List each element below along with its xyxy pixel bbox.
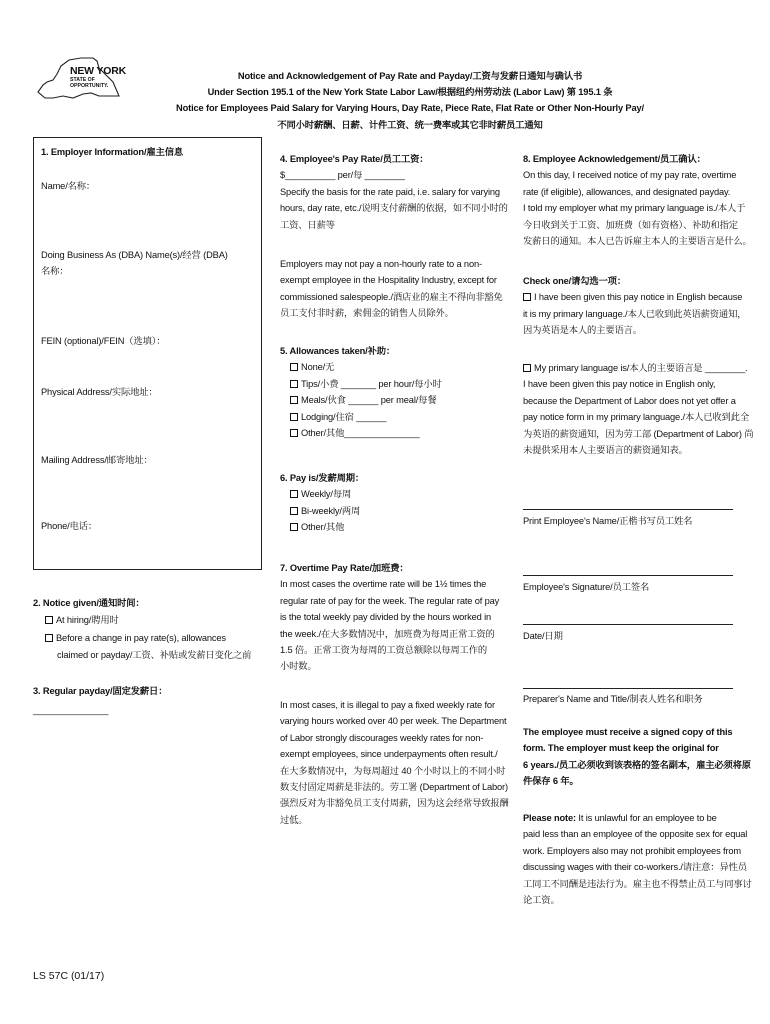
employer-information-box	[33, 137, 262, 570]
hospitality-note	[280, 256, 503, 322]
equal-pay-note	[523, 810, 752, 908]
notice-at-hiring-label: At hiring/聘用时	[56, 615, 119, 625]
checkbox-at-hiring[interactable]	[45, 616, 53, 624]
overtime-para1-6: 小时数。	[280, 661, 317, 672]
header-notice-english: Notice for Employees Paid Salary for Varying Hours, Day Rate, Piece Rate, Flat Rate or Other Non-Hourly Pay/	[176, 103, 644, 114]
checkbox-allowance-other[interactable]	[290, 429, 298, 437]
phone-label[interactable]: Phone/电话：	[41, 521, 98, 531]
other-language-label-6: 未提供采用本人主要语言的薪资通知表。	[523, 445, 688, 456]
checkbox-before-change[interactable]	[45, 634, 53, 642]
acknowledgement-section	[523, 151, 752, 249]
other-language-label-4: pay notice form in my primary language./本人已收到此全	[523, 412, 749, 423]
regular-payday-title: 3. Regular payday/固定发薪日：	[33, 686, 168, 696]
header-law-reference: Under Section 195.1 of the New York State Labor Law/根据纽约州劳动法 (Labor Law) 第 195.1 条	[207, 87, 613, 98]
fein-label[interactable]: FEIN (optional)/FEIN（选填）：	[41, 336, 166, 346]
other-language-label-5: 为英语的薪资通知，因为劳工部 (Department of Labor) 尚	[523, 428, 754, 439]
allowance-tips[interactable]	[280, 376, 442, 392]
equal-pay-note-1	[523, 810, 752, 826]
overtime-para2-2: varying hours worked over 40 per week. The Department	[280, 716, 507, 727]
allowance-meals[interactable]	[280, 392, 442, 408]
fixed-weekly-rate-note	[280, 697, 509, 828]
please-note-first: It is unlawful for an employee to be	[575, 813, 717, 823]
logo-title: NEW YORK	[70, 65, 126, 77]
overtime-para2-3: of Labor strongly discourages weekly rates for non-	[280, 732, 484, 743]
acknowledgement-title: 8. Employee Acknowledgement/员工确认：	[523, 154, 706, 164]
equal-pay-note-6: 论工资。	[523, 895, 560, 906]
acknowledgement-intro-4: 今日收到关于工资、加班费（如有资格）、补助和指定	[523, 219, 738, 230]
hospitality-note-4: 员工支付非时薪，索佣金的销售人员除外。	[280, 308, 454, 319]
signed-copy-note-4: 件保存 6 年。	[523, 776, 579, 787]
please-note-label: Please note:	[523, 813, 576, 823]
logo-text	[70, 66, 126, 89]
employee-name-line[interactable]	[523, 509, 733, 510]
dba-name-label-cont: 名称：	[41, 266, 69, 276]
other-language-option[interactable]	[523, 360, 753, 376]
checkbox-english-primary[interactable]	[523, 293, 531, 301]
overtime-para2-6: 数支付固定周薪是非法的。劳工署 (Department of Labor)	[280, 782, 508, 793]
allowance-other-label: Other/其他_______________	[301, 428, 420, 439]
allowance-none-label: None/无	[301, 362, 335, 373]
acknowledgement-intro-3: I told my employer what my primary language is./本人于	[523, 203, 746, 214]
overtime-para1-5: 1.5 倍。正常工资为每周的工资总额除以每周工作的	[280, 645, 487, 656]
overtime-para2-5: 在大多数情况中，为每周超过 40 个小时以上的不同小时	[280, 765, 506, 776]
checkbox-allowance-lodging[interactable]	[290, 413, 298, 421]
pay-other[interactable]	[280, 519, 364, 535]
notice-before-change-option[interactable]	[45, 631, 226, 647]
date-line[interactable]	[523, 624, 733, 625]
header-title: Notice and Acknowledgement of Pay Rate and Payday/工资与发薪日通知与确认书	[237, 71, 583, 81]
allowance-none[interactable]	[280, 359, 442, 375]
employee-signature-line[interactable]	[523, 575, 733, 576]
overtime-title: 7. Overtime Pay Rate/加班费：	[280, 563, 409, 573]
checkbox-pay-other[interactable]	[290, 523, 298, 531]
notice-at-hiring-option[interactable]	[45, 613, 119, 629]
checkbox-allowance-none[interactable]	[290, 363, 298, 371]
pay-other-label: Other/其他	[301, 522, 345, 533]
pay-rate-basis-3: 工资、日薪等	[280, 219, 335, 230]
pay-rate-field[interactable]: $__________ per/每 ________	[280, 170, 405, 181]
notice-before-change-label: Before a change in pay rate(s), allowances	[56, 633, 226, 643]
form-id: LS 57C (01/17)	[33, 970, 105, 982]
checkbox-allowance-meals[interactable]	[290, 396, 298, 404]
overtime-para1-1: In most cases the overtime rate will be 1½ times the	[280, 579, 487, 590]
allowances-title: 5. Allowances taken/补助：	[280, 346, 396, 356]
hospitality-note-1: Employers may not pay a non-hourly rate to a non-	[280, 259, 482, 269]
header-notice-chinese: 不同小时薪酬、日薪、计件工资、统一费率或其它非时薪员工通知	[277, 119, 543, 130]
preparer-line[interactable]	[523, 688, 733, 689]
employee-signature-label: Employee's Signature/员工签名	[523, 582, 650, 592]
overtime-para2-4: exempt employees, since underpayments often result./	[280, 749, 498, 760]
allowance-lodging[interactable]	[280, 409, 442, 425]
english-primary-label-3: 因为英语是本人的主要语言。	[523, 325, 642, 336]
pay-rate-basis-1: Specify the basis for the rate paid, i.e. salary for varying	[280, 186, 500, 197]
other-language-section	[523, 360, 753, 458]
employer-information-title: 1. Employer Information/雇主信息	[41, 147, 183, 157]
english-primary-label: I have been given this pay notice in English because	[534, 292, 743, 303]
notice-given-title: 2. Notice given/通知时间：	[33, 598, 145, 608]
checkbox-biweekly[interactable]	[290, 507, 298, 515]
acknowledgement-intro-1: On this day, I received notice of my pay rate, overtime	[523, 170, 737, 181]
acknowledgement-intro-5: 发薪日的通知。本人已告诉雇主本人的主要语言是什么。	[523, 236, 752, 247]
pay-biweekly[interactable]	[280, 503, 364, 519]
checkbox-allowance-tips[interactable]	[290, 380, 298, 388]
overtime-para1-3: is the total weekly pay divided by the hours worked in	[280, 612, 492, 623]
logo-subtitle-1: STATE OF	[70, 76, 95, 83]
other-language-label-2: I have been given this pay notice in English only,	[523, 379, 716, 390]
equal-pay-note-4: discussing wages with their co-workers./请注意：异性员	[523, 862, 747, 873]
dba-name-label[interactable]: Doing Business As (DBA) Name(s)/经营 (DBA)	[41, 250, 228, 260]
equal-pay-note-3: work. Employers also may not prohibit employees from	[523, 845, 741, 856]
equal-pay-note-5: 工同工不同酬是违法行为。雇主也不得禁止员工与同事讨	[523, 878, 752, 889]
equal-pay-note-2: paid less than an employee of the opposite sex for equal	[523, 829, 748, 840]
notice-before-change-label-cont: claimed or payday/工资、补贴或发薪日变化之前	[57, 650, 252, 660]
pay-rate-title: 4. Employee's Pay Rate/员工工资：	[280, 154, 429, 164]
signed-copy-note-3: 6 years./员工必须收到该表格的签名副本，雇主必须将原	[523, 759, 751, 770]
allowance-tips-label: Tips/小费 _______ per hour/每小时	[301, 378, 442, 389]
signed-copy-note	[523, 724, 751, 790]
overtime-para2-1: In most cases, it is illegal to pay a fixed weekly rate for	[280, 700, 495, 710]
allowance-other[interactable]	[280, 425, 442, 441]
pay-rate-basis-2: hours, day rate, etc./说明支付薪酬的依据，如不同小时的	[280, 203, 508, 214]
check-one-title: Check one/请勾选一项：	[523, 276, 626, 286]
regular-payday-field[interactable]: _______________	[33, 705, 109, 715]
date-label: Date/日期	[523, 631, 563, 641]
allowances-section	[280, 343, 442, 441]
pay-frequency-section	[280, 470, 364, 536]
overtime-para1-2: regular rate of pay for the week. The regular rate of pay	[280, 595, 500, 606]
pay-weekly-label: Weekly/每周	[301, 489, 352, 500]
physical-address-label[interactable]: Physical Address/实际地址：	[41, 387, 158, 397]
checkbox-other-language[interactable]	[523, 364, 531, 372]
signed-copy-note-1: The employee must receive a signed copy of this	[523, 727, 733, 737]
allowance-lodging-label: Lodging/住宿 ______	[301, 411, 387, 422]
pay-frequency-title: 6. Pay is/发薪周期：	[280, 473, 365, 483]
checkbox-weekly[interactable]	[290, 490, 298, 498]
logo-subtitle-2: OPPORTUNITY.	[70, 82, 109, 89]
pay-weekly[interactable]	[280, 486, 364, 502]
english-primary-option[interactable]	[523, 289, 746, 305]
other-language-label: My primary language is/本人的主要语言是 ________.	[534, 363, 748, 373]
form-header	[140, 68, 680, 133]
signed-copy-note-2: form. The employer must keep the original for	[523, 743, 719, 754]
acknowledgement-intro-2: rate (if eligible), allowances, and designated payday.	[523, 186, 731, 197]
employer-name-label[interactable]: Name/名称：	[41, 181, 96, 191]
english-primary-label-2: it is my primary language./本人已收到此英语薪资通知，	[523, 308, 747, 319]
allowance-meals-label: Meals/伙食 ______ per meal/每餐	[301, 395, 437, 406]
language-check-section	[523, 273, 746, 339]
preparer-label: Preparer's Name and Title/制表人姓名和职务	[523, 694, 703, 704]
overtime-para2-8: 过低。	[280, 814, 308, 825]
pay-biweekly-label: Bi-weekly/两周	[301, 505, 361, 516]
other-language-label-3: because the Department of Labor does not yet offer a	[523, 395, 736, 406]
hospitality-note-3: commissioned salespeople./酒店业的雇主不得向非豁免	[280, 291, 503, 302]
overtime-section	[280, 560, 499, 675]
mailing-address-label[interactable]: Mailing Address/邮寄地址：	[41, 455, 153, 465]
print-employee-name-label: Print Employee's Name/正楷书写员工姓名	[523, 516, 693, 526]
hospitality-note-2: exempt employee in the Hospitality Industry, except for	[280, 275, 497, 286]
overtime-para1-4: the week./在大多数情况中，加班费为每周正常工资的	[280, 628, 495, 639]
overtime-para2-7: 强烈反对为非豁免员工支付周薪，因为这会经常导致报酬	[280, 798, 509, 809]
pay-rate-section	[280, 151, 508, 233]
